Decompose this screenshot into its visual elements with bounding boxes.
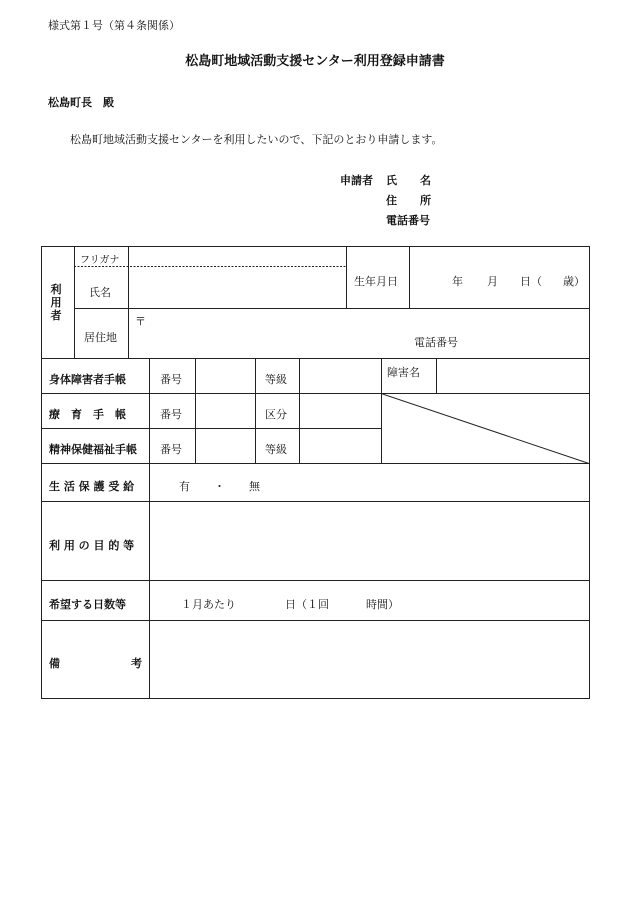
ryoiku-class-label: 区分 [265, 408, 287, 421]
physical-cert-label: 身体障害者手帳 [49, 373, 126, 386]
mental-grade-label: 等級 [265, 443, 287, 456]
ryoiku-number-label: 番号 [160, 408, 182, 421]
remarks-label-2: 考 [131, 657, 142, 670]
residence-label: 居住地 [84, 331, 117, 344]
welfare-label: 生 活 保 護 受 給 [49, 480, 135, 493]
mental-number-label: 番号 [160, 443, 182, 456]
welfare-separator: ・ [214, 480, 225, 493]
purpose-label: 利 用 の 目 的 等 [49, 539, 135, 552]
name-label: 氏名 [89, 286, 111, 299]
remarks-label-1: 備 [49, 657, 60, 670]
desired-days-label: 希望する日数等 [49, 598, 126, 611]
physical-number-label: 番号 [160, 373, 182, 386]
disability-name-label: 障害名 [387, 366, 420, 379]
postal-mark: 〒 [135, 315, 146, 328]
user-vertical-char-1: 利 [50, 283, 62, 296]
days-per-label: 日（１回 [285, 598, 329, 611]
birth-day-label: 日（ [520, 275, 542, 288]
furigana-label: フリガナ [80, 255, 120, 266]
applicant-label: 申請者 [340, 174, 373, 187]
birth-month-label: 月 [487, 275, 498, 288]
page-title: 松島町地域活動支援センター利用登録申請書 [185, 54, 445, 69]
physical-grade-label: 等級 [265, 373, 287, 386]
birth-age-label: 歳） [563, 275, 585, 288]
applicant-name-label-1: 氏 [386, 174, 397, 187]
user-vertical-label [46, 283, 66, 322]
user-vertical-char-2: 用 [50, 296, 62, 309]
ryoiku-cert-label: 療 育 手 帳 [49, 408, 126, 421]
birthdate-label: 生年月日 [354, 275, 398, 288]
per-month-label: １月あたり [181, 598, 236, 611]
intro-text: 松島町地域活動支援センターを利用したいので、下記のとおり申請します。 [70, 133, 443, 146]
hours-label: 時間） [366, 598, 399, 611]
applicant-name-label-2: 名 [420, 174, 431, 187]
welfare-yes-option: 有 [179, 480, 190, 493]
applicant-address-label-1: 住 [386, 194, 397, 207]
applicant-address-label-2: 所 [420, 194, 431, 207]
mental-cert-label: 精神保健福祉手帳 [49, 443, 137, 456]
addressee: 松島町長 殿 [48, 96, 114, 109]
birth-year-label: 年 [452, 275, 463, 288]
residence-phone-label: 電話番号 [414, 336, 458, 349]
applicant-phone-label: 電話番号 [386, 214, 430, 227]
welfare-no-option: 無 [249, 480, 260, 493]
user-vertical-char-3: 者 [50, 309, 62, 322]
form-number: 様式第１号（第４条関係） [48, 19, 180, 32]
